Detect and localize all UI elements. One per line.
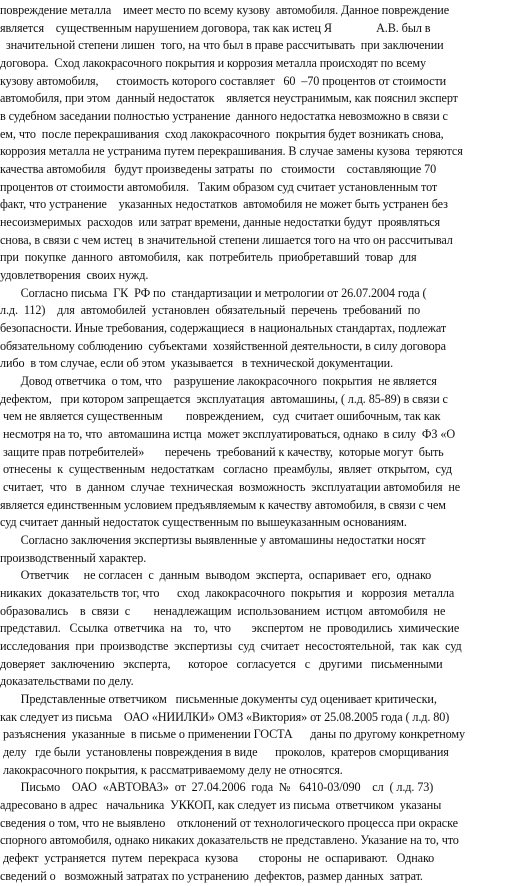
text-line: повреждение металла имеет место по всему кузову автомобиля. Данное повреждение xyxy=(0,3,450,17)
text-line: автомобиля, при этом данный недостаток является неустранимым, как пояснил эксперт xyxy=(0,91,458,105)
text-line: доказательствами по делу. xyxy=(0,674,134,688)
text-line: дефектом, при котором запрещается эксплуатация автомашины, ( л.д. 85-89) в связи с xyxy=(0,392,448,406)
text-line: является единственным условием предъявляемым к качеству автомобиля, в связи с чем xyxy=(0,498,446,512)
text-line: сведения о том, что не выявлено отклонений от технологического процесса при окраске xyxy=(0,816,458,830)
text-line: безопасности. Иные требования, содержащиеся в национальных стандартах, подлежат xyxy=(0,321,447,335)
text-line: защите прав потребителей» перечень требований к качеству, которые могут быть xyxy=(0,445,444,459)
text-line: несоизмеримых расходов или затрат времени, данные недостатки будут проявляться xyxy=(0,215,441,229)
text-line: суд считает данный недостаток существенным по вышеуказанным основаниям. xyxy=(0,515,407,529)
text-line: чем не является существенным повреждением, суд считает ошибочным, так как xyxy=(0,409,441,423)
text-line: образовались в связи с ненадлежащим использованием истцом автомобиля не xyxy=(0,604,446,618)
text-line: Довод ответчика о том, что разрушение лакокрасочного покрытия не является xyxy=(0,374,437,388)
text-line: производственный характер. xyxy=(0,551,147,565)
text-line: обязательному соблюдению субъектами хозяйственной деятельности, в силу договора xyxy=(0,339,446,353)
text-line: адресовано в адрес начальника УККОП, как следует из письма ответчиком указаны xyxy=(0,798,442,812)
text-line: при покупке данного автомобиля, как потребитель приобретавший товар для xyxy=(0,250,417,264)
text-line: факт, что устранение указанных недостатков автомобиля не может быть устранен без xyxy=(0,197,448,211)
text-line: считает, что в данном случае техническая возможность эксплуатации автомобиля не xyxy=(0,480,461,494)
text-line: сведений о возможный затратах по устранению дефектов, размер данных затрат. xyxy=(0,869,423,883)
text-line: качества автомобиля будут произведены затраты по стоимости составляющие 70 xyxy=(0,162,437,176)
text-line: Представленные ответчиком письменные документы суд оценивает критически, xyxy=(0,692,437,706)
text-line: как следует из письма ОАО «НИИЛКИ» ОМЗ «Виктория» от 25.08.2005 года ( л.д. 80) xyxy=(0,710,450,724)
text-line: никаких доказательств тог, что сход лакокрасочного покрытия и коррозия металла xyxy=(0,586,455,600)
text-line: договора. Сход лакокрасочного покрытия и коррозия металла происходят по всему xyxy=(0,56,426,70)
text-line: коррозия металла не устранима путем перекрашивания. В случае замены кузова теряются xyxy=(0,144,463,158)
text-line: спорного автомобиля, однако никаких доказательств не представлено. Указание на то, что xyxy=(0,833,459,847)
text-line: л.д. 112) для автомобилей установлен обязательный перечень требований по xyxy=(0,303,421,317)
text-line: удовлетворения своих нужд. xyxy=(0,268,149,282)
text-line: является существенным нарушением договора, так как истец Я А.В. был в xyxy=(0,21,431,35)
text-line: Письмо ОАО «АВТОВАЗ» от 27.04.2006 года № 6410-03/090 сл ( л.д. 73) xyxy=(0,780,434,794)
text-line: несмотря на то, что автомашина истца может эксплуатироваться, однако в силу ФЗ «О xyxy=(0,427,456,441)
text-line: дефект устраняется путем перекраса кузова стороны не оспаривают. Однако xyxy=(0,851,435,865)
text-line: Согласно письма ГК РФ по стандартизации и метрологии от 26.07.2004 года ( xyxy=(0,286,427,300)
text-line: лакокрасочного покрытия, к рассматриваемому делу не относятся. xyxy=(0,763,343,777)
text-line: доверяет заключению эксперта, которое согласуется с другими письменными xyxy=(0,657,443,671)
text-line: кузову автомобиля, стоимость которого составляет 60 –70 процентов от стоимости xyxy=(0,74,447,88)
text-line: отнесены к существенным недостаткам согласно преамбулы, являет открытом, суд xyxy=(0,462,453,476)
text-line: делу где были установлены повреждения в виде проколов, кратеров сморщивания xyxy=(0,745,449,759)
text-line: Ответчик не согласен с данным выводом эксперта, оспаривает его, однако xyxy=(0,568,432,582)
text-line: либо в том случае, если об этом указывается в технической документации. xyxy=(0,356,394,370)
text-line: процентов от стоимости автомобиля. Таким образом суд считает установленным тот xyxy=(0,180,438,194)
text-line: представил. Ссылка ответчика на то, что экспертом не проводились химические xyxy=(0,621,460,635)
text-line: снова, в связи с чем истец в значительной степени лишается того на что он рассчитывал xyxy=(0,233,453,247)
text-line: Согласно заключения экспертизы выявленные у автомашины недостатки носят xyxy=(0,533,426,547)
text-line: исследования при производстве экспертизы суд считает несостоятельной, так как суд xyxy=(0,639,462,653)
text-line: в судебном заседании полностью устранение данного недостатка невозможно в связи с xyxy=(0,109,448,123)
text-line: значительной степени лишен того, на что был в праве рассчитывать при заключении xyxy=(0,38,444,52)
text-line: ем, что после перекрашивания сход лакокрасочного покрытия будет возникать снова, xyxy=(0,127,444,141)
text-line: разъяснения указанные в письме о применении ГОСТА даны по другому конкретному xyxy=(0,727,466,741)
